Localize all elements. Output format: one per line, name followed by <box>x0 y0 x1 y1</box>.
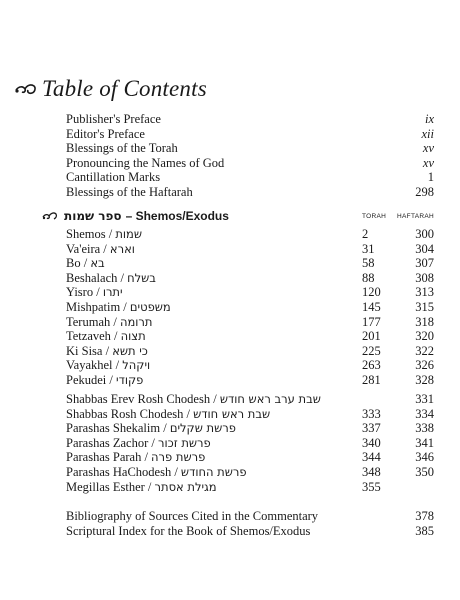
haftarah-page: 300 <box>415 227 434 241</box>
haftarah-page: 308 <box>415 270 434 285</box>
toc-heading <box>14 71 207 107</box>
section-english: – Shemos/Exodus <box>125 209 229 223</box>
haftarah-page: 346 <box>415 450 434 465</box>
torah-page: 337 <box>362 421 381 436</box>
list-item <box>66 242 434 257</box>
parasha-hebrew: תרומה <box>119 314 153 329</box>
reading-name: Parashas Parah / <box>66 450 152 465</box>
list-item <box>66 271 434 286</box>
entry-label: Editor's Preface <box>66 126 145 141</box>
list-item <box>66 465 434 480</box>
torah-page: 355 <box>362 480 381 494</box>
list-item <box>66 524 434 539</box>
reading-name: Parashas Zachor / <box>66 435 158 450</box>
list-item <box>66 285 434 300</box>
entry-page: 378 <box>415 509 434 523</box>
haftarah-page: 341 <box>415 435 434 450</box>
entry-label: Scriptural Index for the Book of Shemos/Exodus <box>66 523 311 538</box>
list-item <box>66 450 434 465</box>
haftarah-page: 350 <box>415 464 434 479</box>
torah-page: 340 <box>362 435 381 450</box>
entry-label: Cantillation Marks <box>66 170 161 185</box>
entry-page: xv <box>422 141 434 156</box>
section-title <box>42 208 229 224</box>
fleuron-ornament-icon <box>14 81 38 97</box>
haftarah-column-header: HAFTARAH <box>397 213 434 220</box>
reading-hebrew: מגילת אסתר <box>154 480 217 494</box>
section-hebrew: ספר שמות <box>64 209 122 223</box>
parasha-name: Pekudei / <box>66 372 116 387</box>
torah-page: 333 <box>362 406 381 421</box>
torah-page: 2 <box>362 227 369 241</box>
torah-page: 120 <box>362 285 381 300</box>
list-item <box>66 112 434 127</box>
parasha-name: Terumah / <box>66 314 120 329</box>
list-item <box>66 480 434 495</box>
parasha-name: Va'eira / <box>66 241 110 256</box>
torah-page: 281 <box>362 372 381 387</box>
parasha-name: Vayakhel / <box>66 358 123 373</box>
torah-page: 263 <box>362 358 381 373</box>
torah-column-header: TORAH <box>362 213 387 220</box>
reading-hebrew: פרשת פרה <box>151 450 206 465</box>
entry-page: 298 <box>415 184 434 199</box>
reading-hebrew: פרשת זכור <box>157 435 211 450</box>
torah-page: 31 <box>362 241 375 256</box>
torah-page: 225 <box>362 343 381 358</box>
reading-hebrew: שבת ראש חודש <box>193 406 271 421</box>
torah-page: 344 <box>362 450 381 465</box>
reading-hebrew: פרשת שקלים <box>169 421 236 436</box>
entry-page: xii <box>421 126 434 141</box>
list-item <box>66 256 434 271</box>
parasha-hebrew: בשלח <box>127 270 156 285</box>
list-item <box>66 373 434 388</box>
parasha-hebrew: בא <box>90 256 105 271</box>
back-matter-list <box>66 509 434 538</box>
parasha-name: Mishpatim / <box>66 299 130 314</box>
entry-label: Blessings of the Torah <box>66 141 178 156</box>
haftarah-page: 326 <box>415 358 434 373</box>
section-heading <box>42 208 434 224</box>
parasha-name: Tetzaveh / <box>66 329 121 344</box>
parasha-hebrew: כי תשא <box>112 343 148 358</box>
fleuron-small-icon <box>42 210 58 222</box>
list-item <box>66 185 434 200</box>
list-item <box>66 509 434 524</box>
list-item <box>66 344 434 359</box>
list-item <box>66 407 434 422</box>
parasha-hebrew: פקודי <box>116 372 144 387</box>
haftarah-page: 313 <box>415 285 434 300</box>
parasha-list <box>66 227 434 388</box>
list-item <box>66 315 434 330</box>
haftarah-page: 320 <box>415 329 434 344</box>
list-item <box>66 392 434 407</box>
haftarah-page: 304 <box>415 241 434 256</box>
megillah-entry <box>66 480 434 495</box>
parasha-name: Beshalach / <box>66 270 128 285</box>
special-readings-list <box>66 392 434 480</box>
list-item <box>66 436 434 451</box>
haftarah-page: 328 <box>415 372 434 387</box>
parasha-hebrew: תצוה <box>120 329 146 344</box>
haftarah-page: 331 <box>415 392 434 406</box>
parasha-name: Ki Sisa / <box>66 343 113 358</box>
parasha-hebrew: וארא <box>109 241 135 256</box>
reading-hebrew: שבת ערב ראש חודש <box>219 392 321 406</box>
list-item <box>66 358 434 373</box>
entry-label: Blessings of the Haftarah <box>66 184 193 199</box>
reading-name: Parashas HaChodesh / <box>66 464 181 479</box>
reading-hebrew: פרשת החודש <box>180 464 247 479</box>
list-item <box>66 227 434 242</box>
entry-label: Pronouncing the Names of God <box>66 155 225 170</box>
list-item <box>66 127 434 142</box>
torah-page: 177 <box>362 314 381 329</box>
parasha-name: Shemos / <box>66 227 116 241</box>
torah-page: 145 <box>362 299 381 314</box>
parasha-hebrew: שמות <box>115 227 142 241</box>
list-item <box>66 156 434 171</box>
haftarah-page: 315 <box>415 299 434 314</box>
reading-name: Shabbas Rosh Chodesh / <box>66 406 194 421</box>
parasha-hebrew: ויקהל <box>122 358 151 373</box>
entry-page: 1 <box>427 170 434 185</box>
list-item <box>66 141 434 156</box>
page-title: Table of Contents <box>42 76 207 101</box>
entry-label: Bibliography of Sources Cited in the Commentary <box>66 509 319 523</box>
torah-page: 348 <box>362 464 381 479</box>
entry-page: ix <box>424 112 434 126</box>
entry-page: xv <box>422 155 434 170</box>
torah-page: 58 <box>362 256 375 271</box>
parasha-name: Yisro / <box>66 285 103 300</box>
parasha-hebrew: משפטים <box>129 299 171 314</box>
entry-label: Publisher's Preface <box>66 112 161 126</box>
entry-page: 385 <box>415 523 434 538</box>
haftarah-page: 318 <box>415 314 434 329</box>
reading-name: Shabbas Erev Rosh Chodesh / <box>66 392 220 406</box>
parasha-hebrew: יתרו <box>102 285 123 300</box>
list-item <box>66 170 434 185</box>
list-item <box>66 421 434 436</box>
haftarah-page: 338 <box>415 421 434 436</box>
front-matter-list <box>66 112 434 200</box>
haftarah-page: 334 <box>415 406 434 421</box>
torah-page: 201 <box>362 329 381 344</box>
haftarah-page: 307 <box>415 256 434 271</box>
haftarah-page: 322 <box>415 343 434 358</box>
parasha-name: Bo / <box>66 256 91 271</box>
reading-name: Parashas Shekalim / <box>66 421 170 436</box>
reading-name: Megillas Esther / <box>66 480 155 494</box>
torah-page: 88 <box>362 270 375 285</box>
list-item <box>66 300 434 315</box>
list-item <box>66 329 434 344</box>
